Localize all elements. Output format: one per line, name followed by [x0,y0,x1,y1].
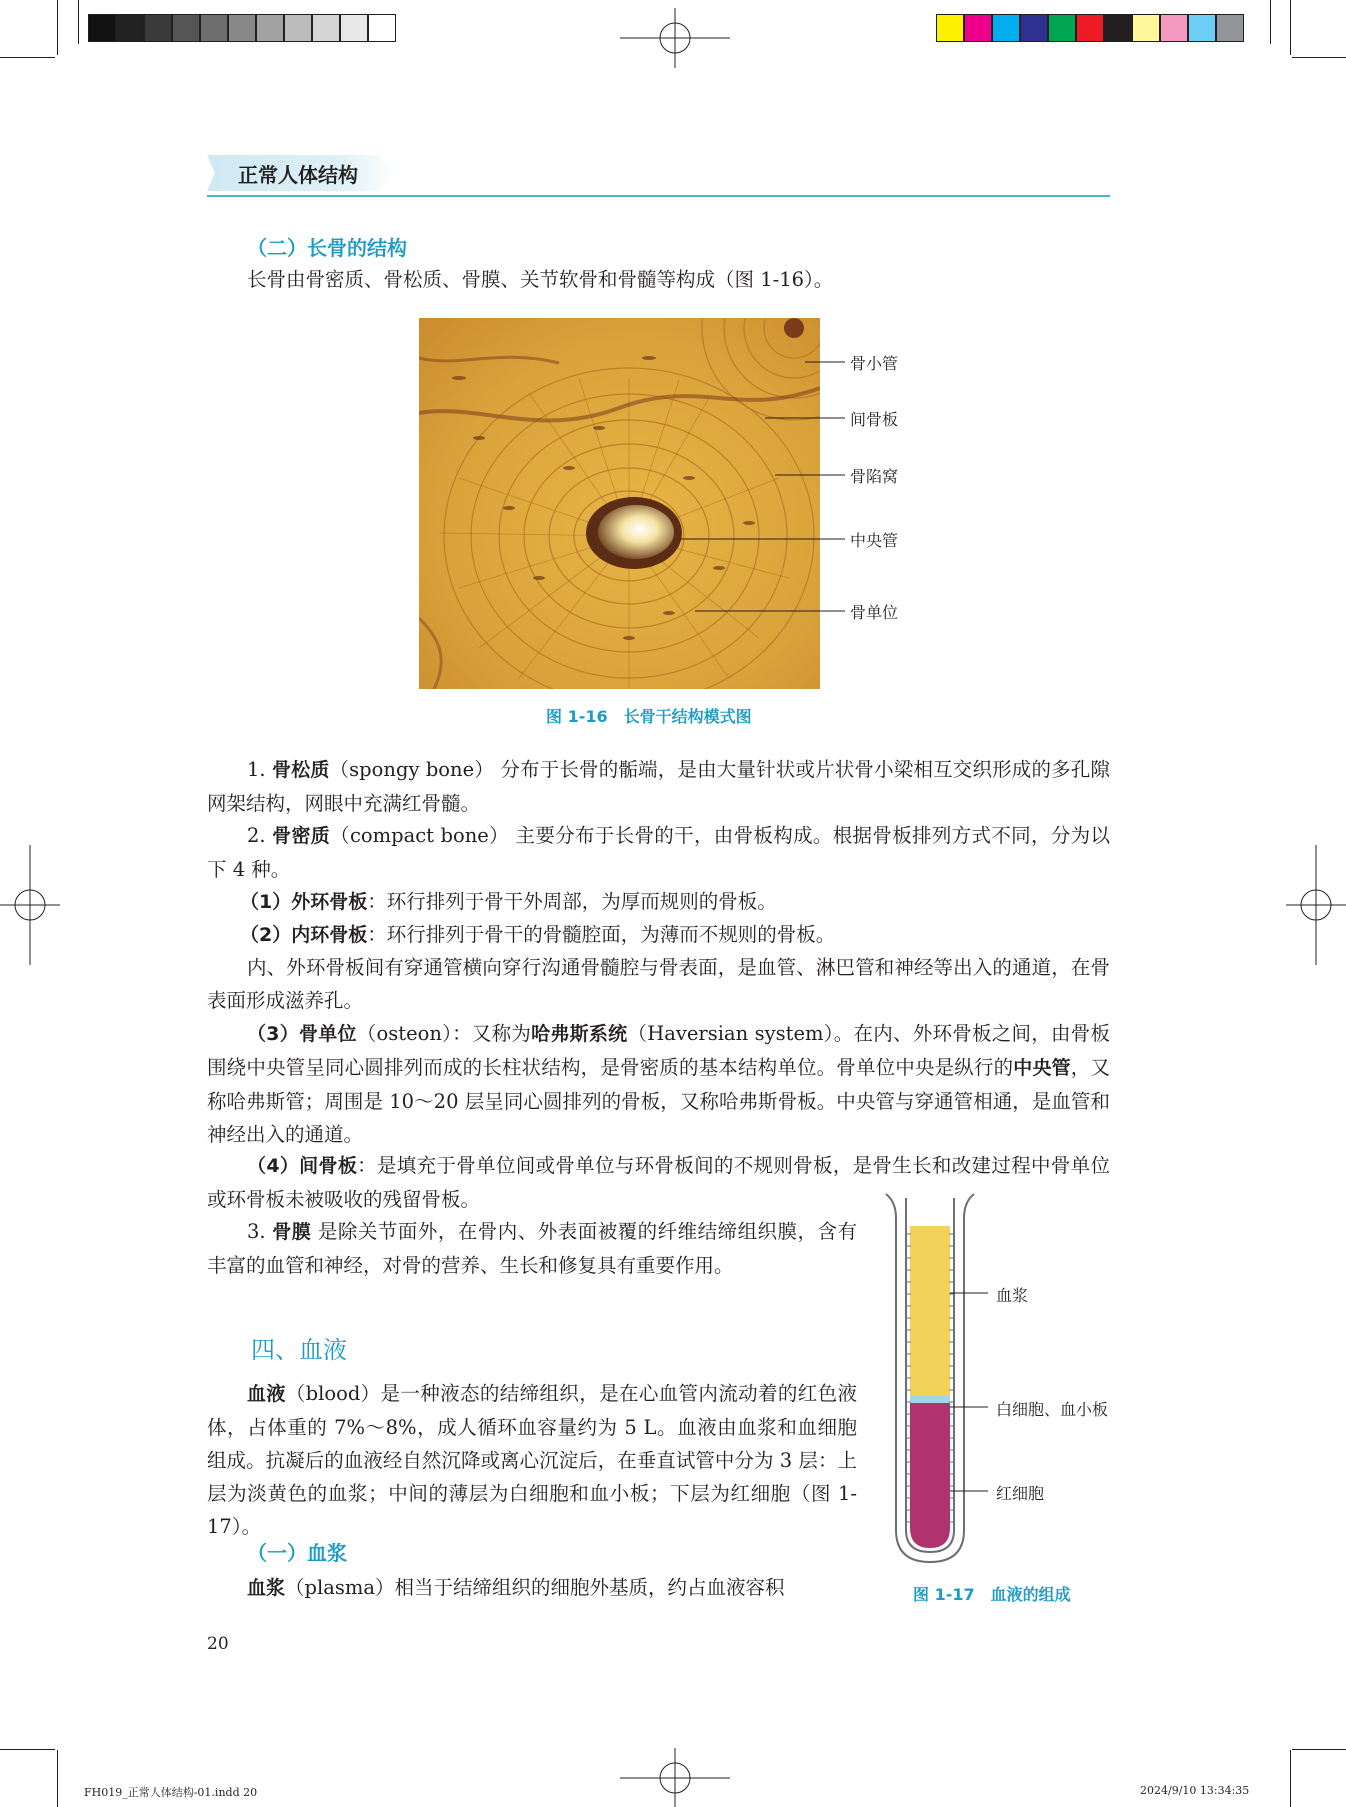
label-erythrocytes: 红细胞 [996,1484,1045,1503]
paragraph-compact-bone: 2. 骨密质（compact bone） 主要分布于长骨的干，由骨板构成。根据骨板排列方式不同，分为以下 4 种。 [207,824,1110,881]
red-cell-layer [910,1403,950,1548]
section-intro-paragraph: 长骨由骨密质、骨松质、骨膜、关节软骨和骨髓等构成（图 1-16）。 [247,268,834,291]
registration-target-top [620,8,730,68]
label-central-canal: 中央管 [850,531,899,550]
section-heading-long-bone-structure: （二）长骨的结构 [247,236,407,260]
footer-file-info: FH019_正常人体结构-01.indd 20 [84,1786,258,1799]
label-osteon: 骨单位 [850,603,899,622]
label-interstitial-lamellae: 间骨板 [850,410,899,429]
paragraph-periosteum: 3. 骨膜 是除关节面外，在骨内、外表面被覆的纤维结缔组织膜，含有丰富的血管和神经，对骨的营养、生长和修复具有重要作用。 [207,1220,857,1277]
paragraph-plasma: 血浆（plasma）相当于结缔组织的细胞外基质，约占血液容积 [247,1576,785,1599]
item-interstitial-lamellae: （4）间骨板：是填充于骨单位间或骨单位与环骨板间的不规则骨板，是骨生长和改建过程中骨单位或环骨板未被吸收的残留骨板。 [207,1154,1110,1211]
page-number: 20 [207,1634,229,1654]
header-rule [207,195,1110,197]
paragraph-blood: 血液（blood）是一种液态的结缔组织，是在心血管内流动着的红色液体，占体重的 7%～8%，成人循环血容量约为 5 L。血液由血浆和血细胞组成。抗凝后的血液经自然沉降或离心沉淀后，在垂直试管中分为 3 层：上层为淡黄色的血浆；中间的薄层为白细胞和血小板；下层为红细胞（图 1-17）。 [207,1382,857,1538]
running-header-title: 正常人体结构 [238,163,358,187]
item-outer-circumferential-lamellae: （1）外环骨板：环行排列于骨干外周部，为厚而规则的骨板。 [240,890,777,913]
registration-swatches-gray [88,14,396,42]
item-osteon: （3）骨单位（osteon）：又称为哈弗斯系统（Haversian system）。在内、外环骨板之间，由骨板围绕中央管呈同心圆排列而成的长柱状结构，是骨密质的基本结构单位。骨单位中央是纵行的中央管，又称哈弗斯管；周围是 10～20 层呈同心圆排列的骨板，又称哈弗斯骨板。中央管与穿通管相通，是血管和神经出入的通道。 [207,1022,1110,1146]
section-heading-blood: 四、血液 [251,1336,347,1364]
figure-1-17-caption: 图 1-17 血液的组成 [913,1585,1071,1604]
figure-1-17-leaders [950,1290,990,1510]
label-canaliculi: 骨小管 [850,354,899,373]
registration-target-bottom [620,1748,730,1807]
label-leukocytes-platelets: 白细胞、血小板 [996,1400,1109,1419]
subheading-plasma: （一）血浆 [247,1541,347,1565]
buffy-coat-layer [910,1396,950,1403]
registration-target-right [1286,845,1346,965]
registration-swatches-color [936,14,1244,42]
paragraph-perforating-canal: 内、外环骨板间有穿通管横向穿行沟通骨髓腔与骨表面，是血管、淋巴管和神经等出入的通道，在骨表面形成滋养孔。 [207,956,1110,1012]
figure-1-16-leaders [680,355,850,615]
registration-target-left [0,845,60,965]
label-lacuna: 骨陷窝 [850,467,899,486]
figure-1-16-caption: 图 1-16 长骨干结构模式图 [546,707,752,726]
item-inner-circumferential-lamellae: （2）内环骨板：环行排列于骨干的骨髓腔面，为薄而不规则的骨板。 [240,923,836,946]
plasma-layer [910,1226,950,1396]
footer-timestamp: 2024/9/10 13:34:35 [1140,1784,1250,1797]
label-plasma: 血浆 [996,1286,1029,1305]
paragraph-spongy-bone: 1. 骨松质（spongy bone） 分布于长骨的骺端，是由大量针状或片状骨小梁相互交织形成的多孔隙网架结构，网眼中充满红骨髓。 [207,758,1110,815]
